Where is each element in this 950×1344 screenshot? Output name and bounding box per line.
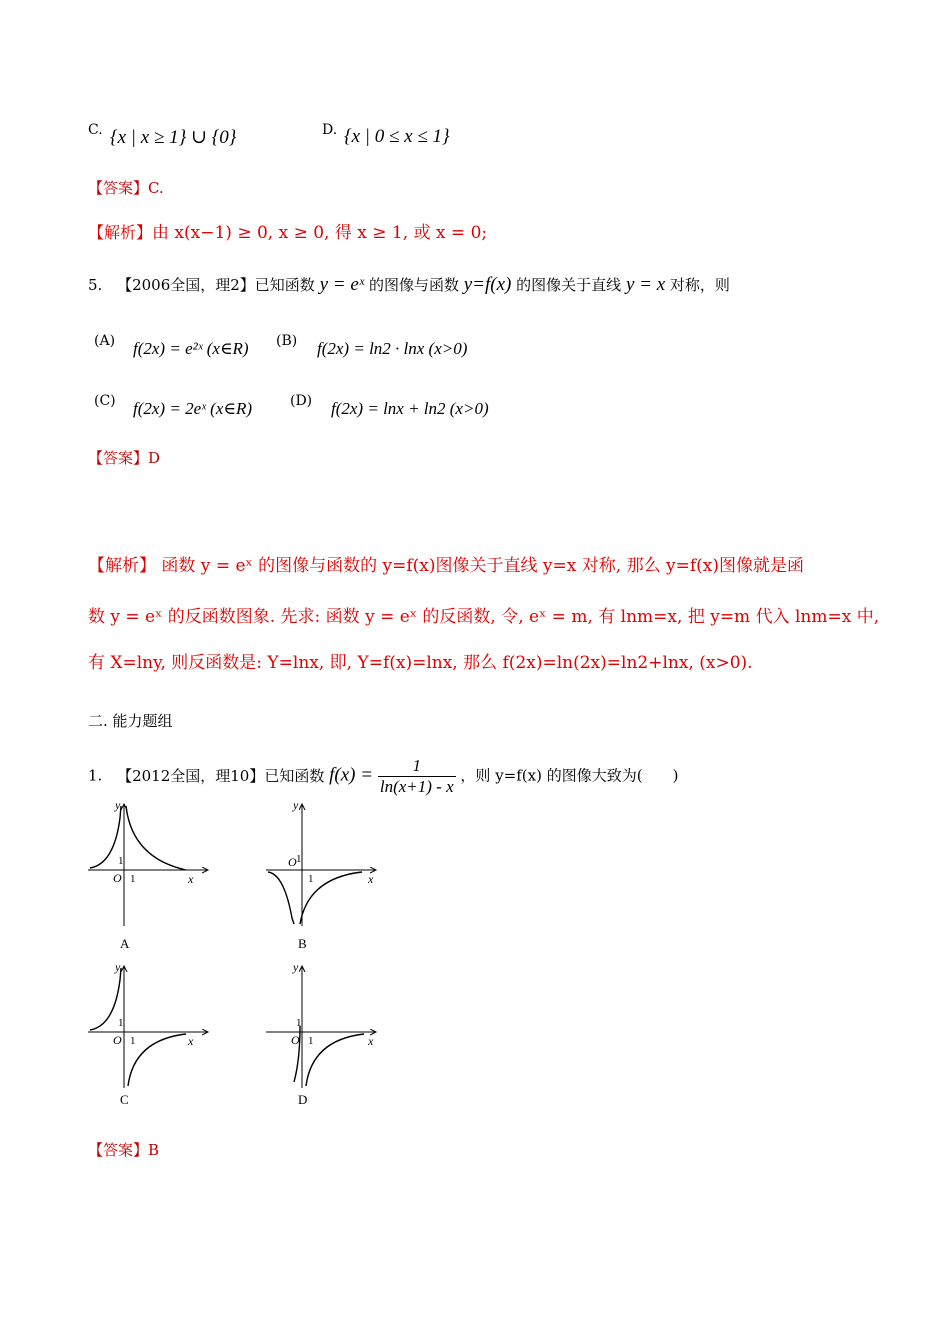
graph-b-one-y: 1 [296,853,302,865]
graph-d-curve-right [306,1034,364,1086]
q1-stem-end: ，则 y=f(x) 的图像大致为( ) [460,766,679,785]
q5-formula-1: y = eˣ [319,274,365,295]
graph-d-one-x: 1 [308,1035,314,1047]
q1-fraction-numerator: 1 [378,756,456,777]
q1-number: 1. [88,766,103,785]
q1-source: 【2012全国，理10】已知函数 [117,766,325,785]
graph-d-y-label: y [293,960,299,974]
graph-c-label: C [120,1092,129,1107]
q5-source: 【2006全国，理2】已知函数 [117,276,315,294]
q5-option-d-label: (D) [290,393,313,409]
q5-answer: 【答案】D [88,449,161,467]
graph-a-one-y: 1 [118,855,124,867]
q5-option-a-math: f(2x) = e²ˣ (x∈R) [133,339,249,358]
q5-analysis-line-2: 数 y = eˣ 的反函数图象. 先求: 函数 y = eˣ 的反函数, 令, eˣ = m, 有 lnm=x, 把 y=m 代入 lnm=x 中, [88,607,880,627]
q4-analysis-tag: 【解析】 [88,223,153,242]
graph-d-x-label: x [368,1034,374,1048]
q5-analysis-line-3: 有 X=lny, 则反函数是: Y=lnx, 即, Y=f(x)=lnx, 那么 f(2x)=ln(2x)=ln2+lnx, (x>0). [88,653,753,673]
graph-d-one-y: 1 [296,1017,302,1029]
graph-b-label: B [298,936,307,951]
graph-c [88,960,208,1107]
graph-c-x-label: x [188,1034,194,1048]
q5-formula-3: y = x [625,274,666,295]
q5-stem-mid2: 的图像关于直线 [516,276,622,294]
q1-formula-lhs: f(x) = [329,764,374,786]
q5-stem [88,274,730,296]
q4-option-c-math: {x | x ≥ 1} ∪ {0} [110,127,237,148]
graph-c-y-label: y [115,960,121,974]
q5-stem-end: 对称，则 [669,276,730,294]
graph-d-origin: O [291,1033,300,1047]
q5-option-c-math: f(2x) = 2eˣ (x∈R) [133,399,252,418]
q4-analysis-text: 由 x(x−1) ≥ 0, x ≥ 0, 得 x ≥ 1, 或 x = 0; [152,223,488,243]
graph-c-curve-right [128,1034,186,1086]
section-title: 二. 能力题组 [88,712,173,730]
q1-graphs [86,798,386,1120]
graph-c-origin: O [113,1033,122,1047]
graph-c-one-y: 1 [118,1017,124,1029]
graph-b-y-label: y [293,798,299,812]
q5-option-b-label: (B) [276,333,298,349]
graph-b [266,798,376,951]
q1-fraction-denominator: ln(x+1) - x [379,777,454,796]
q1-stem [88,756,678,797]
q4-option-d-label: D. [322,122,338,138]
q5-formula-2: y=f(x) [463,274,512,295]
graph-b-curve-left [268,872,294,924]
graph-a [88,798,208,951]
q5-option-b-math: f(2x) = ln2 · lnx (x>0) [317,339,468,358]
q1-answer: 【答案】B [88,1141,160,1159]
graph-a-curve-right [126,806,186,870]
q5-option-d-math: f(2x) = lnx + ln2 (x>0) [331,399,489,418]
graph-a-origin: O [113,871,122,885]
graph-d-label: D [298,1092,308,1107]
graph-c-curve-left [90,968,121,1030]
q1-fraction [378,756,456,797]
graph-b-one-x: 1 [308,873,314,885]
q5-option-c-label: (C) [94,393,116,409]
graph-a-x-label: x [188,872,194,886]
graph-b-origin: O [288,855,297,869]
q5-number: 5. [88,276,103,294]
graph-a-y-label: y [115,798,121,812]
graph-a-one-x: 1 [130,873,136,885]
q4-option-c-label: C. [88,122,103,138]
graph-d [266,960,376,1107]
graph-a-curve-left [90,806,121,868]
q5-option-a-label: (A) [94,333,116,349]
q4-option-d-math: {x | 0 ≤ x ≤ 1} [344,126,450,147]
q4-analysis [88,218,487,243]
q5-analysis-line-1: 【解析】 函数 y = eˣ 的图像与函数的 y=f(x)图像关于直线 y=x 对称, 那么 y=f(x)图像就是函 [88,556,804,576]
graph-b-x-label: x [368,872,374,886]
graph-a-label: A [120,936,130,951]
q5-stem-mid: 的图像与函数 [368,276,459,294]
graph-c-one-x: 1 [130,1035,136,1047]
q4-answer: 【答案】C. [88,179,164,197]
